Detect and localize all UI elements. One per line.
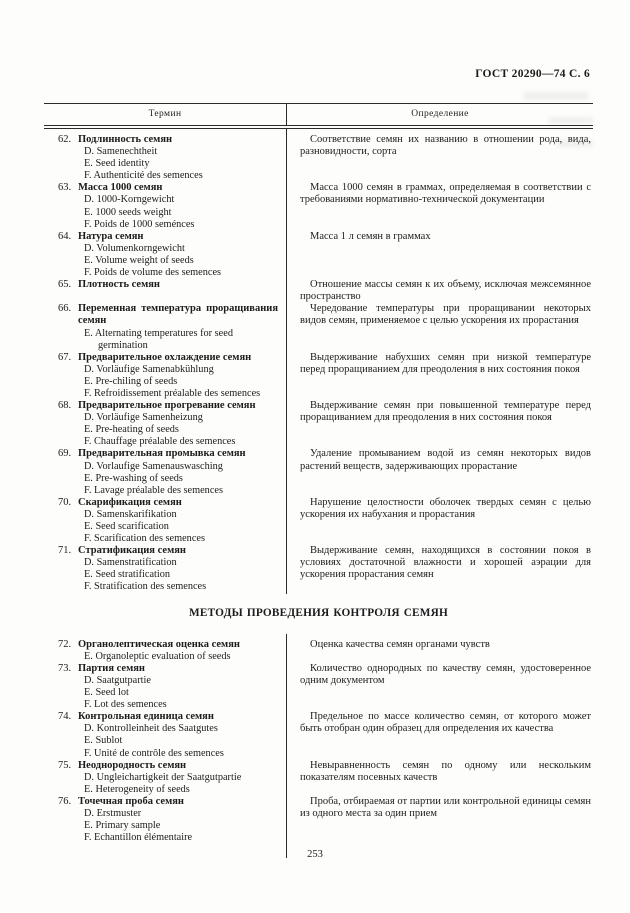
term-translation: F. Chauffage préalable des semences	[84, 436, 236, 448]
definition-cell: Масса 1000 семян в граммах, определяемая в соответствии с требованиями нормативно-технической документации	[300, 182, 591, 206]
term-head	[58, 711, 278, 723]
term-head	[58, 231, 278, 243]
term-translation: F. Unité de contrôle des semences	[84, 747, 224, 759]
term-translation: E. Seed stratification	[84, 569, 171, 581]
term-cell	[44, 760, 287, 796]
term-translation: E. Organoleptic evaluation of seeds	[84, 650, 231, 662]
table-body-methods	[44, 634, 593, 859]
term-translation: F. Lot des semences	[84, 699, 167, 711]
term-head	[58, 760, 278, 772]
term-name: Натура семян	[78, 230, 144, 242]
term-cell	[44, 545, 287, 593]
term-translation: E. Primary sample	[84, 820, 161, 832]
term-translation: E. Pre-heating of seeds	[84, 424, 179, 436]
term-head	[58, 796, 278, 808]
term-translation: E. Volume weight of seeds	[84, 254, 194, 266]
definition-cell: Предельное по массе количество семян, от которого может быть отобран один образец для определения их качества	[300, 711, 591, 735]
term-name: Переменная температура проращивания семян	[78, 303, 278, 327]
term-translation: E. Seed identity	[84, 158, 150, 170]
term-translation: F. Refroidissement préalable des semences	[84, 387, 261, 399]
term-head	[58, 134, 278, 146]
term-translation: D. Erstmuster	[84, 807, 142, 819]
term-name: Подлинность семян	[78, 134, 173, 145]
term-translation: E. Seed lot	[84, 687, 129, 699]
term-number: 71.	[58, 545, 72, 557]
table-row	[44, 182, 593, 230]
term-translation: D. Samenechtheit	[84, 146, 158, 158]
table-row	[44, 497, 593, 545]
term-head	[58, 352, 278, 364]
term-number: 66.	[58, 303, 72, 315]
term-name: Партия семян	[78, 662, 145, 674]
term-cell	[44, 663, 287, 711]
term-translation: D. Vorlaufige Samenauswasching	[84, 460, 223, 472]
term-head	[58, 182, 278, 194]
definition-cell: Проба, отбираемая от партии или контрольной единицы семян из одного места за один прием	[300, 795, 591, 819]
term-name: Стратификация семян	[78, 545, 186, 557]
term-translation: F. Lavage préalable des semences	[84, 484, 223, 496]
table-row	[44, 545, 593, 593]
column-header-term: Термин	[44, 104, 287, 125]
definition-cell: Масса 1 л семян в граммах	[310, 230, 431, 242]
term-translation: D. Kontrolleinheit des Saatgutes	[84, 723, 218, 735]
term-name: Контрольная единица семян	[78, 711, 214, 723]
table-row	[44, 634, 593, 663]
term-translation: F. Poids de volume des semences	[84, 267, 222, 279]
term-head	[58, 663, 278, 675]
definition-cell: Нарушение целостности оболочек твердых семян с целью ускорения их набухания и прорастания	[300, 496, 591, 520]
term-name: Предварительное прогревание семян	[78, 400, 256, 412]
terms-definitions-table	[44, 103, 593, 858]
table-row	[44, 231, 593, 279]
term-name: Скарификация семян	[78, 496, 182, 508]
term-number: 69.	[58, 448, 72, 460]
term-name: Предварительная промывка семян	[78, 448, 246, 460]
term-head	[58, 497, 278, 509]
table-row	[44, 663, 593, 711]
term-head	[58, 303, 278, 327]
term-head	[58, 279, 278, 291]
scan-artifact	[523, 92, 589, 100]
definition-cell: Количество однородных по качеству семян, удостоверенное одним документом	[300, 662, 591, 686]
term-translation: D. Volumenkorngewicht	[84, 242, 185, 254]
term-translation: F. Scarification des semences	[84, 533, 205, 545]
term-translation: E. Pre-chiling of seeds	[84, 375, 178, 387]
term-number: 74.	[58, 711, 72, 723]
definition-cell: Чередование температуры при проращивании некоторых видов семян, применяемое с целью ускорения их прорастания	[300, 303, 591, 327]
definition-cell: Выдерживание семян при повышенной температуре перед проращиванием для преодоления в них состояния покоя	[300, 400, 591, 424]
definition-cell: Соответствие семян их названию в отношении рода, вида, разновидности, сорта	[300, 134, 591, 158]
section-heading: МЕТОДЫ ПРОВЕДЕНИЯ КОНТРОЛЯ СЕМЯН	[188, 606, 449, 619]
term-name: Предварительное охлаждение семян	[78, 351, 252, 363]
term-number: 68.	[58, 400, 72, 412]
term-cell	[44, 352, 287, 400]
term-translation: E. 1000 seeds weight	[84, 206, 172, 218]
term-name: Неоднородность семян	[78, 759, 187, 771]
term-number: 67.	[58, 351, 72, 363]
table-row	[44, 448, 593, 496]
definition-cell: Выдерживание семян, находящихся в состоянии покоя в условиях достаточной влажности и хорошей аэрации для ускорения прорастания семян	[300, 545, 591, 581]
table-row	[44, 129, 593, 182]
term-name: Точечная проба семян	[78, 795, 184, 807]
term-head	[58, 448, 278, 460]
term-translation: D. Samenstratification	[84, 557, 177, 569]
term-number: 76.	[58, 795, 72, 807]
term-cell	[44, 129, 287, 182]
term-translation: E. Sublot	[84, 735, 123, 747]
definition-cell: Выдерживание набухших семян при низкой температуре перед проращиванием для преодоления в них состояния покоя	[300, 351, 591, 375]
term-number: 64.	[58, 230, 72, 242]
term-cell	[44, 448, 287, 496]
term-translation: D. Vorläufige Samenabkühlung	[84, 363, 214, 375]
term-translation: F. Authenticité des semences	[84, 170, 203, 182]
table-row	[44, 760, 593, 796]
term-translation: D. Saatgutpartie	[84, 674, 151, 686]
term-cell	[44, 279, 287, 303]
table-body-terminology	[44, 129, 593, 594]
term-translation: D. Ungleichartigkeit der Saatgutpartie	[84, 771, 242, 783]
term-head	[58, 639, 278, 651]
term-cell	[44, 634, 287, 663]
term-cell	[44, 182, 287, 230]
definition-cell: Невыравненность семян по одному или нескольким показателям посевных качеств	[300, 759, 591, 783]
term-translation: E. Heterogeneity of seeds	[84, 783, 190, 795]
table-row	[44, 279, 593, 303]
definition-cell: Отношение массы семян к их объему, исключая межсемянное пространство	[300, 279, 591, 303]
term-cell	[44, 711, 287, 759]
term-number: 65.	[58, 279, 72, 291]
term-head	[58, 545, 278, 557]
term-number: 73.	[58, 662, 72, 674]
column-header-definition: Определение	[411, 109, 469, 120]
term-name: Масса 1000 семян	[78, 182, 163, 194]
table-row	[44, 400, 593, 448]
term-cell	[44, 303, 287, 351]
term-number: 70.	[58, 496, 72, 508]
term-translation: E. Alternating temperatures for seed germination	[84, 327, 233, 351]
definition-cell: Оценка качества семян органами чувств	[310, 638, 490, 650]
page-number: 253	[307, 849, 323, 860]
term-cell	[44, 497, 287, 545]
term-translation: D. Samenskarifikation	[84, 508, 177, 520]
term-name: Органолептическая оценка семян	[78, 638, 240, 650]
term-translation: F. Echantillon élémentaire	[84, 832, 193, 844]
table-row	[44, 711, 593, 759]
term-translation: D. 1000-Korngewicht	[84, 194, 175, 206]
term-translation: D. Vorläufige Samenheizung	[84, 412, 203, 424]
term-number: 63.	[58, 182, 72, 194]
table-header-row	[44, 103, 593, 129]
table-row	[44, 303, 593, 351]
term-name: Плотность семян	[78, 279, 160, 291]
term-number: 75.	[58, 759, 72, 771]
term-cell	[44, 400, 287, 448]
table-row	[44, 352, 593, 400]
term-number: 72.	[58, 638, 72, 650]
definition-cell: Удаление промыванием водой из семян некоторых видов растений веществ, задерживающих прорастание	[300, 448, 591, 472]
term-number: 62.	[58, 134, 72, 145]
term-translation: E. Seed scarification	[84, 521, 169, 532]
term-translation: F. Poids de 1000 seménces	[84, 218, 195, 230]
term-translation: E. Pre-washing of seeds	[84, 472, 183, 484]
term-cell	[44, 231, 287, 279]
doc-code-header: ГОСТ 20290—74 С. 6	[475, 68, 590, 80]
term-head	[58, 400, 278, 412]
term-translation: F. Stratification des semences	[84, 581, 207, 593]
